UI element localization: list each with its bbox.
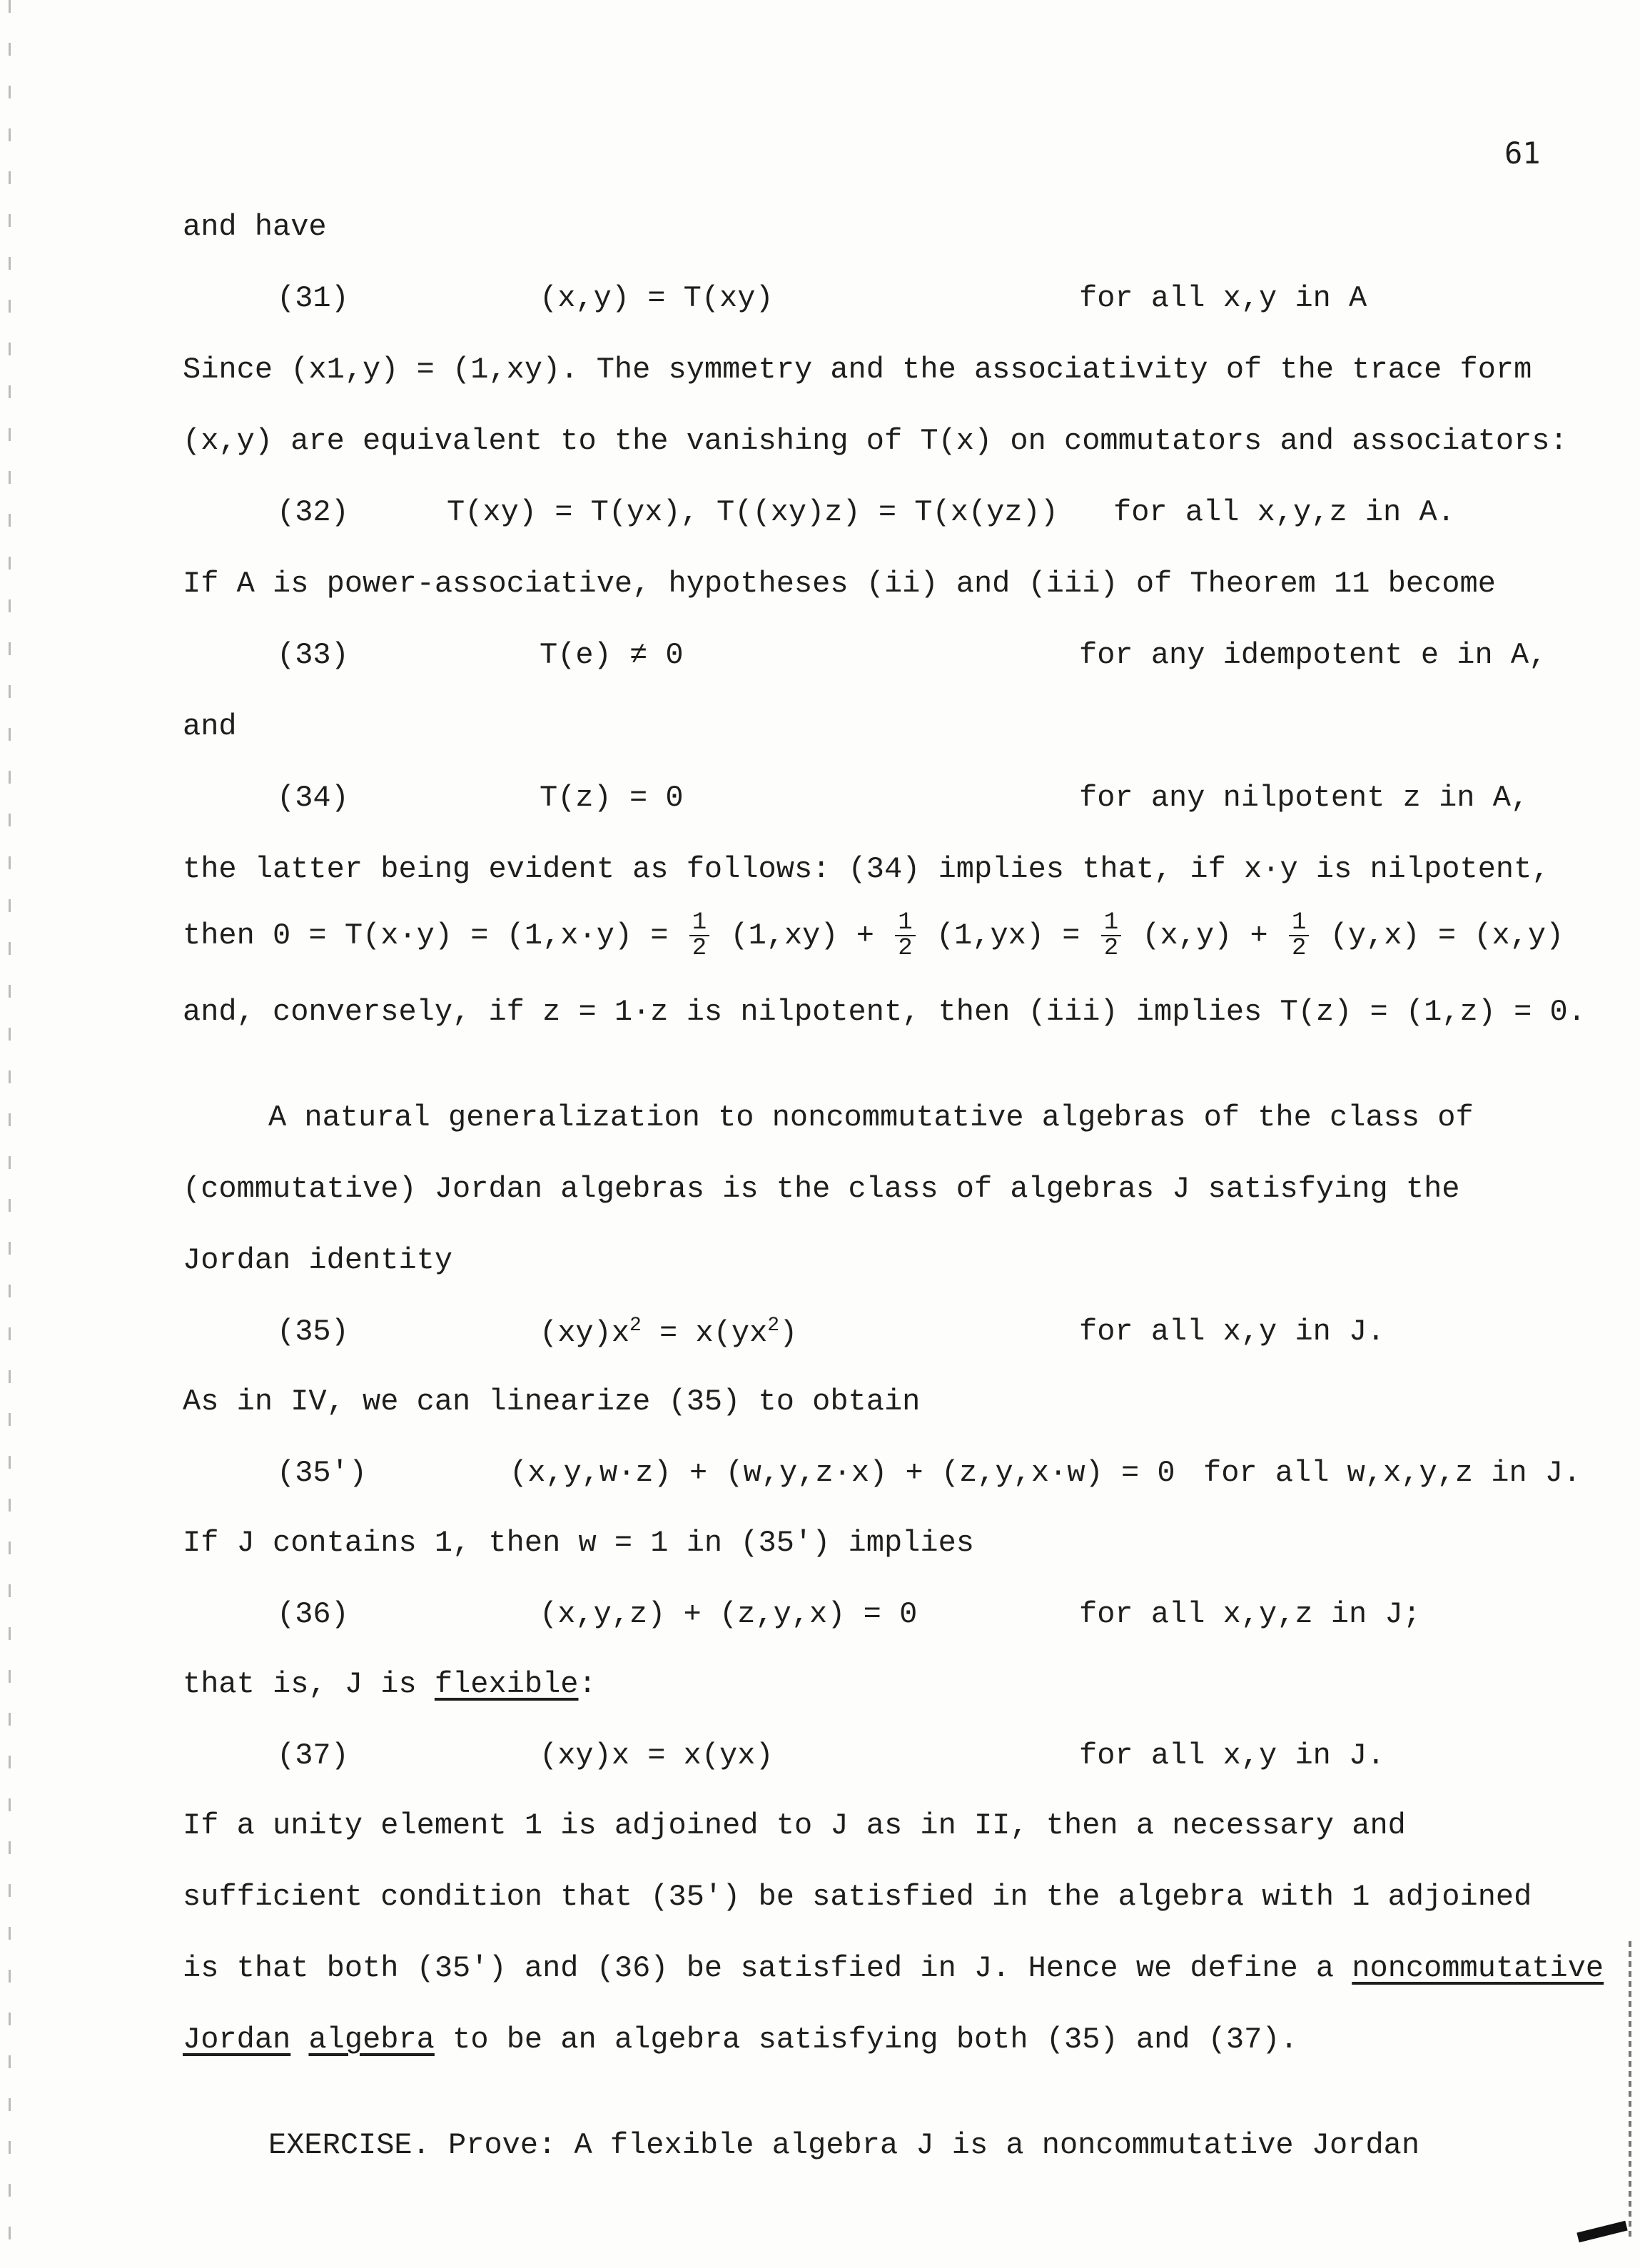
equation-36: (x,y,z) + (z,y,x) = 0 bbox=[540, 1597, 918, 1631]
equation-37: (xy)x = x(yx) bbox=[540, 1738, 774, 1773]
equation-31: (x,y) = T(xy) bbox=[540, 281, 774, 315]
equation-number: (33) bbox=[277, 638, 349, 672]
text-line: Jordan identity bbox=[183, 1243, 453, 1277]
text-line: the latter being evident as follows: (34) implies that, if x·y is nilpotent, bbox=[183, 852, 1550, 886]
equation-condition: for all x,y in J. bbox=[1079, 1315, 1385, 1349]
fraction-numerator: 1 bbox=[689, 911, 709, 936]
text-line: If a unity element 1 is adjoined to J as in II, then a necessary and bbox=[183, 1808, 1406, 1843]
text-line: and bbox=[183, 709, 237, 744]
equation-35 bbox=[540, 1315, 797, 1350]
corner-scan-mark bbox=[1576, 2221, 1627, 2243]
left-scan-edge bbox=[9, 0, 11, 2268]
text-line: and, conversely, if z = 1·z is nilpotent, then (iii) implies T(z) = (1,z) = 0. bbox=[183, 995, 1586, 1029]
equation-condition: for all x,y,z in J; bbox=[1079, 1597, 1421, 1631]
text-line: sufficient condition that (35') be satisfied in the algebra with 1 adjoined bbox=[183, 1880, 1532, 1914]
equation-condition: for any idempotent e in A, bbox=[1079, 638, 1547, 672]
text-line: As in IV, we can linearize (35) to obtain bbox=[183, 1384, 921, 1419]
equation-condition: for any nilpotent z in A, bbox=[1079, 781, 1529, 815]
fraction-half bbox=[1101, 911, 1121, 961]
fraction-denominator: 2 bbox=[1103, 935, 1119, 962]
equation-condition: for all x,y,z in A. bbox=[1113, 495, 1455, 530]
text-line: A natural generalization to noncommutative algebras of the class of bbox=[268, 1100, 1474, 1135]
text-line bbox=[183, 1667, 597, 1701]
equation-number: (31) bbox=[277, 281, 349, 315]
page-number: 61 bbox=[1504, 136, 1541, 171]
equation-number: (32) bbox=[277, 495, 349, 530]
equation-33: T(e) ≠ 0 bbox=[540, 638, 684, 672]
text-line: and have bbox=[183, 210, 327, 244]
fraction-half bbox=[689, 911, 709, 961]
text-segment: (y,x) = (x,y) bbox=[1330, 918, 1564, 953]
fraction-denominator: 2 bbox=[898, 935, 913, 962]
equation-condition: for all x,y in J. bbox=[1079, 1738, 1385, 1773]
equation-35-prime: (x,y,w·z) + (w,y,z·x) + (z,y,x·w) = 0 bbox=[510, 1456, 1175, 1490]
term-algebra: algebra bbox=[308, 2023, 435, 2057]
text-segment: that is, J is bbox=[183, 1667, 417, 1701]
right-scan-edge bbox=[1629, 1941, 1631, 2241]
term-jordan: Jordan bbox=[183, 2023, 291, 2057]
equation-32: T(xy) = T(yx), T((xy)z) = T(x(yz)) bbox=[447, 495, 1058, 530]
fraction-half bbox=[1289, 911, 1309, 961]
exercise-line: EXERCISE. Prove: A flexible algebra J is a noncommutative Jordan bbox=[268, 2128, 1420, 2162]
equation-part: (xy)x bbox=[540, 1316, 630, 1350]
text-line bbox=[183, 2023, 1298, 2057]
text-segment: is that both (35') and (36) be satisfied in J. Hence we define a bbox=[183, 1951, 1335, 1985]
text-segment: then 0 = T(x·y) = (1,x·y) = bbox=[183, 918, 669, 953]
fraction-half bbox=[895, 911, 915, 961]
equation-number: (36) bbox=[277, 1597, 349, 1631]
text-segment: to be an algebra satisfying both (35) and (37). bbox=[452, 2023, 1298, 2057]
term-flexible: flexible bbox=[434, 1667, 579, 1701]
text-segment: : bbox=[578, 1667, 597, 1701]
equation-part: ) bbox=[779, 1316, 798, 1350]
equation-number: (35) bbox=[277, 1315, 349, 1349]
term-noncommutative: noncommutative bbox=[1352, 1951, 1604, 1985]
equation-34: T(z) = 0 bbox=[540, 781, 684, 815]
text-segment: (x,y) + bbox=[1142, 918, 1268, 953]
text-line: (commutative) Jordan algebras is the class of algebras J satisfying the bbox=[183, 1172, 1460, 1206]
superscript: 2 bbox=[629, 1315, 642, 1337]
equation-number: (35') bbox=[277, 1456, 368, 1490]
fraction-numerator: 1 bbox=[1289, 911, 1309, 936]
text-line bbox=[183, 1951, 1604, 1985]
fraction-line bbox=[183, 911, 1564, 961]
text-line: Since (x1,y) = (1,xy). The symmetry and the associativity of the trace form bbox=[183, 353, 1532, 387]
text-segment: (1,xy) + bbox=[730, 918, 874, 953]
text-line: (x,y) are equivalent to the vanishing of T(x) on commutators and associators: bbox=[183, 424, 1568, 458]
text-line: If J contains 1, then w = 1 in (35') implies bbox=[183, 1526, 974, 1560]
superscript: 2 bbox=[767, 1315, 780, 1337]
equation-condition: for all x,y in A bbox=[1079, 281, 1367, 315]
fraction-denominator: 2 bbox=[692, 935, 707, 962]
equation-number: (34) bbox=[277, 781, 349, 815]
fraction-numerator: 1 bbox=[1101, 911, 1121, 936]
text-line: If A is power-associative, hypotheses (ii) and (iii) of Theorem 11 become bbox=[183, 567, 1496, 601]
equation-condition: for all w,x,y,z in J. bbox=[1203, 1456, 1581, 1490]
text-segment: (1,yx) = bbox=[936, 918, 1080, 953]
equation-part: = x(yx bbox=[641, 1316, 768, 1350]
equation-number: (37) bbox=[277, 1738, 349, 1773]
fraction-numerator: 1 bbox=[895, 911, 915, 936]
fraction-denominator: 2 bbox=[1291, 935, 1307, 962]
